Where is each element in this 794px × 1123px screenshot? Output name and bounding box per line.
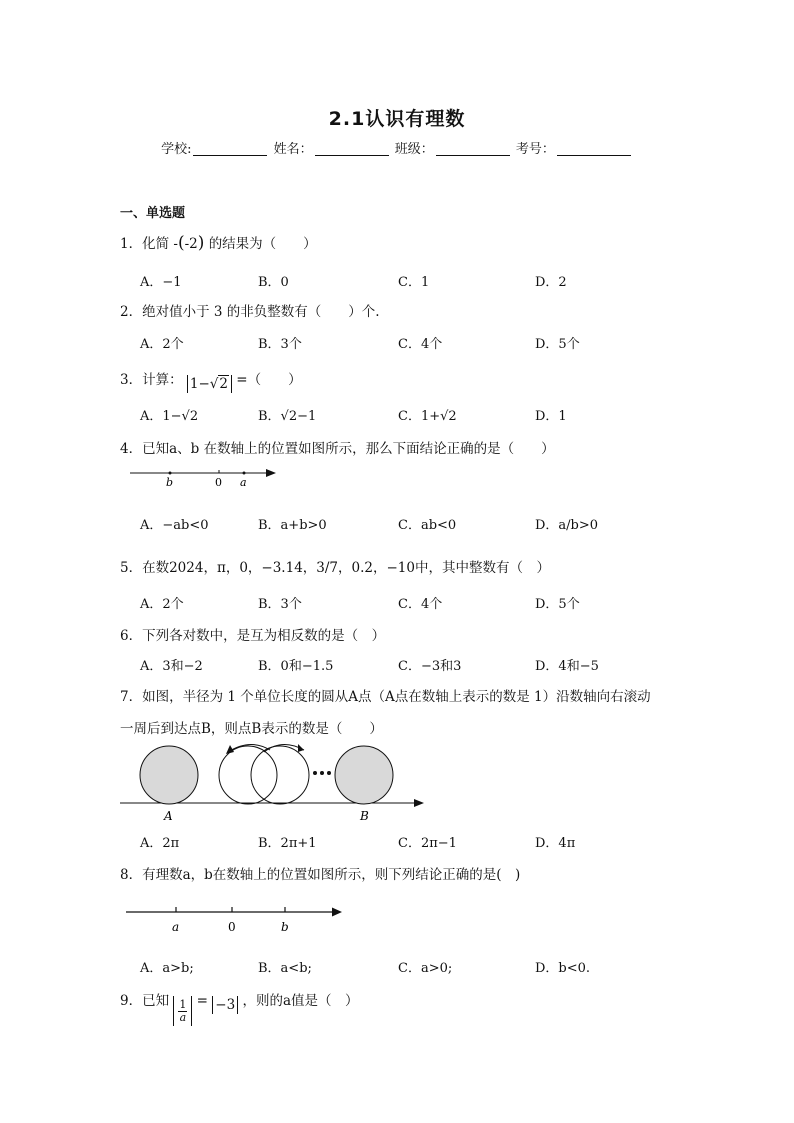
question-number: 5． xyxy=(120,560,143,576)
option-c[interactable]: C．ab<0 xyxy=(398,518,457,533)
option-d[interactable]: D．b<0. xyxy=(535,961,591,976)
label-0: 0 xyxy=(215,476,222,489)
label-0: 0 xyxy=(228,920,236,934)
number-line-figure xyxy=(126,462,286,490)
question-text: 下列各对数中，是互为相反数的是（ ） xyxy=(142,628,386,644)
question-number: 6． xyxy=(120,628,143,644)
rotation-arrowhead-2 xyxy=(298,744,304,752)
label-a: a xyxy=(172,920,180,934)
name-label: 姓名： xyxy=(273,142,313,157)
label-a: A xyxy=(164,809,173,823)
label-b: B xyxy=(360,809,369,823)
start-circle xyxy=(140,746,198,804)
math-expression: $\frac{1}{a}$ = −3 xyxy=(173,993,242,1009)
option-d[interactable]: D．5个 xyxy=(535,337,580,352)
school-blank xyxy=(193,141,267,156)
option-c[interactable]: C．a>0; xyxy=(398,961,453,976)
option-d[interactable]: D．1 xyxy=(535,409,567,424)
option-c[interactable]: C．−3和3 xyxy=(398,659,462,674)
option-d[interactable]: D．4和−5 xyxy=(535,659,599,674)
option-c[interactable]: C．2π−1 xyxy=(398,836,457,851)
option-b[interactable]: B．a<b; xyxy=(258,961,312,976)
option-d[interactable]: D．a/b>0 xyxy=(535,518,599,533)
question-4 xyxy=(120,437,555,457)
question-9 xyxy=(120,989,359,1026)
point-b xyxy=(169,472,172,475)
question-text: =（ ） xyxy=(236,372,302,388)
question-text: 有理数a，b在数轴上的位置如图所示，则下列结论正确的是( ) xyxy=(142,867,521,883)
question-text: 的结果为（ ） xyxy=(208,236,317,252)
axis-arrow xyxy=(332,908,342,917)
option-a[interactable]: A．a>b; xyxy=(140,961,194,976)
option-b[interactable]: B．3个 xyxy=(258,337,302,352)
question-7 xyxy=(120,685,651,705)
question-text: 绝对值小于 3 的非负整数有（ ）个. xyxy=(142,304,380,320)
option-a[interactable]: A．2个 xyxy=(140,337,184,352)
label-b: b xyxy=(281,920,289,934)
option-c[interactable]: C．4个 xyxy=(398,337,443,352)
question-text: 在数2024，π，0，−3.14，3/7，0.2，−10中，其中整数有（ ） xyxy=(142,560,550,576)
option-a[interactable]: A．2π xyxy=(140,836,180,851)
question-text: 计算： xyxy=(142,372,183,388)
option-b[interactable]: B．0和−1.5 xyxy=(258,659,334,674)
axis-arrow xyxy=(414,799,424,807)
math-expression: -(-2) xyxy=(173,233,205,253)
number-label: 考号： xyxy=(515,142,555,157)
school-label: 学校: xyxy=(161,142,192,157)
question-5 xyxy=(120,556,550,576)
number-line-figure-2 xyxy=(122,898,352,938)
rolling-circle-figure xyxy=(118,740,430,824)
label-b: b xyxy=(166,476,174,489)
question-number: 8． xyxy=(120,867,143,883)
option-b[interactable]: B．0 xyxy=(258,275,289,290)
option-a[interactable]: A．1−√2 xyxy=(140,409,199,424)
question-text: 已知 xyxy=(142,993,170,1009)
number-blank xyxy=(557,141,631,156)
option-a[interactable]: A．2个 xyxy=(140,597,184,612)
question-number: 9． xyxy=(120,993,143,1009)
option-a[interactable]: A．−ab<0 xyxy=(140,518,209,533)
option-b[interactable]: B．2π+1 xyxy=(258,836,317,851)
option-c[interactable]: C．1+√2 xyxy=(398,409,457,424)
option-d[interactable]: D．5个 xyxy=(535,597,580,612)
end-circle xyxy=(335,746,393,804)
question-6 xyxy=(120,624,385,644)
name-blank xyxy=(315,141,389,156)
class-blank xyxy=(436,141,510,156)
option-d[interactable]: D．2 xyxy=(535,275,567,290)
section-heading: 一、单选题 xyxy=(120,206,186,221)
question-number: 2． xyxy=(120,304,143,320)
rolling-circle-1 xyxy=(219,746,277,804)
question-1 xyxy=(120,232,317,253)
rolling-circle-2 xyxy=(251,746,309,804)
question-number: 4． xyxy=(120,441,143,457)
option-a[interactable]: A．−1 xyxy=(140,275,182,290)
question-8 xyxy=(120,863,520,883)
question-number: 7． xyxy=(120,689,143,705)
question-number: 3． xyxy=(120,372,143,388)
option-c[interactable]: C．1 xyxy=(398,275,430,290)
label-a: a xyxy=(240,476,247,489)
page-title: 2.1认识有理数 xyxy=(328,108,466,130)
option-b[interactable]: B．a+b>0 xyxy=(258,518,327,533)
question-text: 如图，半径为 1 个单位长度的圆从A点（A点在数轴上表示的数是 1）沿数轴向右滚动 xyxy=(142,689,651,705)
question-3 xyxy=(120,368,302,393)
option-d[interactable]: D．4π xyxy=(535,836,576,851)
question-2 xyxy=(120,300,380,320)
question-number: 1． xyxy=(120,236,143,252)
question-text: 已知a、b 在数轴上的位置如图所示，那么下面结论正确的是（ ） xyxy=(142,441,555,457)
option-b[interactable]: B．3个 xyxy=(258,597,302,612)
ellipsis-dot xyxy=(313,771,317,775)
ellipsis-dot xyxy=(320,771,324,775)
class-label: 班级： xyxy=(394,142,434,157)
math-expression: 1−√2 xyxy=(187,375,232,393)
student-info-line xyxy=(0,138,794,157)
option-c[interactable]: C．4个 xyxy=(398,597,443,612)
ellipsis-dot xyxy=(327,771,331,775)
point-a xyxy=(243,472,246,475)
question-text: ，则的a值是（ ） xyxy=(242,993,359,1009)
option-a[interactable]: A．3和−2 xyxy=(140,659,203,674)
axis-arrow xyxy=(266,469,276,477)
option-b[interactable]: B．√2−1 xyxy=(258,409,317,424)
question-7-line-2: 一周后到达点B，则点B表示的数是（ ） xyxy=(120,721,383,737)
question-text: 化简 xyxy=(142,236,170,252)
